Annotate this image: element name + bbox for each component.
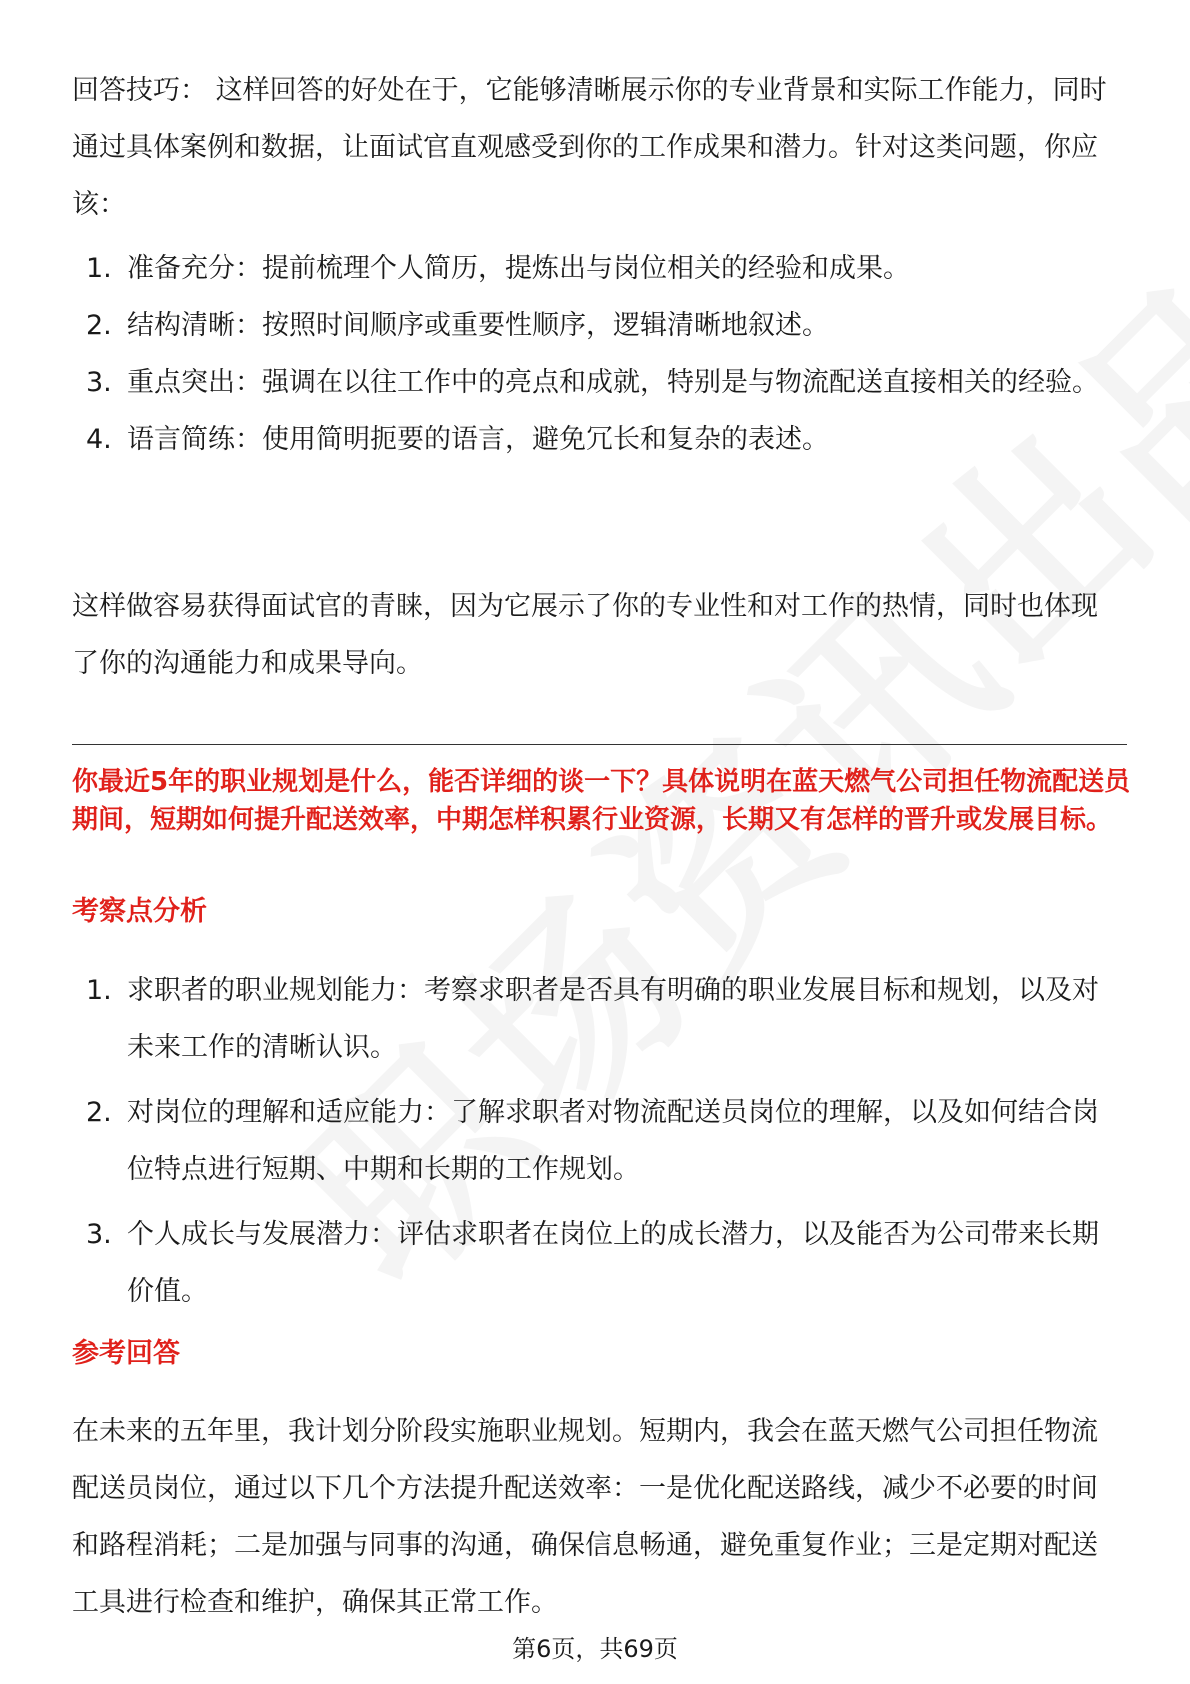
- reference-heading: 参考回答: [72, 1338, 180, 1369]
- list-item: 4. 语言简练：使用简明扼要的语言，避免冗长和复杂的表述。: [86, 424, 829, 455]
- analysis-list: [72, 962, 1122, 1320]
- list-item: 3. 个人成长与发展潜力：评估求职者在岗位上的成长潜力，以及能否为公司带来长期价值。: [86, 1219, 1099, 1307]
- list-item: 2. 结构清晰：按照时间顺序或重要性顺序，逻辑清晰地叙述。: [86, 310, 829, 341]
- intro-paragraph: 回答技巧： 这样回答的好处在于，它能够清晰展示你的专业背景和实际工作能力，同时通过具体案例和数据，让面试官直观感受到你的工作成果和潜力。针对这类问题，你应该：: [72, 75, 1107, 220]
- page-number: 第6页，共69页: [512, 1635, 678, 1663]
- list-item: 1. 准备充分：提前梳理个人简历，提炼出与岗位相关的经验和成果。: [86, 253, 910, 284]
- question-heading: 你最近5年的职业规划是什么，能否详细的谈一下？具体说明在蓝天燃气公司担任物流配送员期间，短期如何提升配送效率，中期怎样积累行业资源，长期又有怎样的晋升或发展目标。: [72, 767, 1131, 835]
- tips-list: [72, 240, 1122, 468]
- closing-paragraph: 这样做容易获得面试官的青睐，因为它展示了你的专业性和对工作的热情，同时也体现了你的沟通能力和成果导向。: [72, 591, 1098, 679]
- list-item: 1. 求职者的职业规划能力：考察求职者是否具有明确的职业发展目标和规划，以及对未来工作的清晰认识。: [86, 975, 1099, 1063]
- reference-paragraph: 在未来的五年里，我计划分阶段实施职业规划。短期内，我会在蓝天燃气公司担任物流配送员岗位，通过以下几个方法提升配送效率：一是优化配送路线，减少不必要的时间和路程消耗；二是加强与同事的沟通，确保信息畅通，避免重复作业；三是定期对配送工具进行检查和维护，确保其正常工作。: [72, 1416, 1098, 1618]
- analysis-heading: 考察点分析: [72, 896, 207, 927]
- list-item: 2. 对岗位的理解和适应能力：了解求职者对物流配送员岗位的理解，以及如何结合岗位特点进行短期、中期和长期的工作规划。: [86, 1097, 1099, 1185]
- section-divider: [72, 744, 1127, 745]
- list-item: 3. 重点突出：强调在以往工作中的亮点和成就，特别是与物流配送直接相关的经验。: [86, 367, 1099, 398]
